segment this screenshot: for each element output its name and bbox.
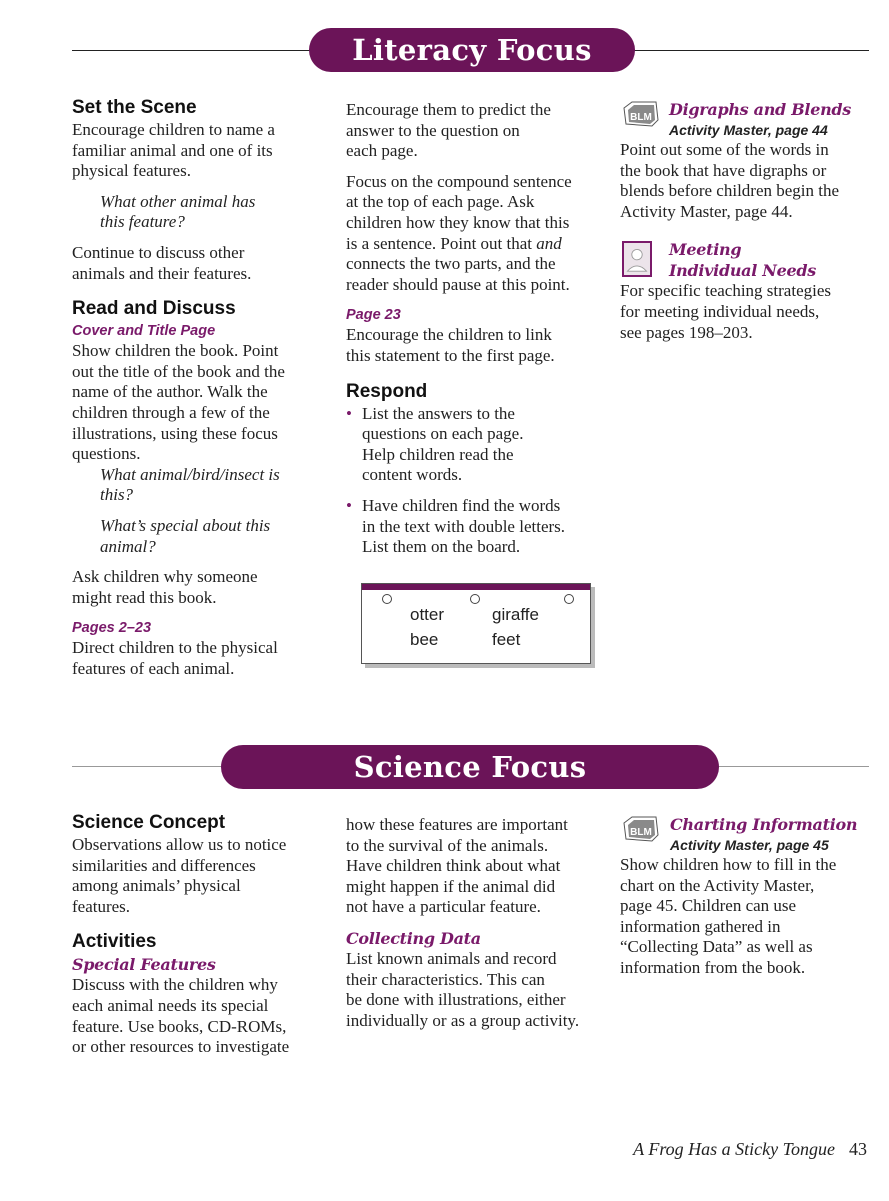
collecting-line: individually or as a group activity. bbox=[346, 1010, 580, 1030]
digraphs-line: the book that have digraphs or bbox=[620, 160, 827, 180]
page23-line: Encourage the children to link bbox=[346, 325, 552, 345]
science-rule-left bbox=[72, 766, 224, 767]
card-hole bbox=[564, 594, 574, 604]
bullet-line: Help children read the bbox=[362, 444, 514, 464]
digraphs-line: blends before children begin the bbox=[620, 181, 840, 201]
digraphs-line: Point out some of the words in bbox=[620, 140, 829, 159]
respond-bullet bbox=[346, 404, 591, 486]
read-and-discuss-heading: Read and Discuss bbox=[72, 298, 236, 320]
focus-question: What’s special about this bbox=[100, 515, 271, 535]
meeting-line: see pages 198–203. bbox=[620, 322, 753, 342]
charting-line: information from the book. bbox=[620, 957, 806, 977]
set-scene-line: physical features. bbox=[72, 161, 191, 181]
focus-line: Focus on the compound sentence bbox=[346, 171, 572, 191]
charting-line: page 45. Children can use bbox=[620, 896, 797, 916]
concept-line: Observations allow us to notice bbox=[72, 835, 287, 854]
blm-label: BLM bbox=[630, 112, 652, 123]
focus-question: What other animal has bbox=[100, 191, 256, 211]
digraphs-line: Activity Master, page 44. bbox=[620, 201, 793, 221]
cover-line: name of the author. Walk the bbox=[72, 382, 268, 402]
cover-line: Show children the book. Point bbox=[72, 341, 279, 361]
cover-line: children through a few of the bbox=[72, 402, 270, 422]
pages-line: features of each animal. bbox=[72, 658, 235, 678]
page-footer bbox=[633, 1139, 867, 1160]
special-line: or other resources to investigate bbox=[72, 1037, 290, 1057]
respond-heading: Respond bbox=[346, 380, 428, 402]
page-number: 43 bbox=[849, 1139, 867, 1159]
blm-label: BLM bbox=[630, 827, 652, 838]
bullet-line: Have children find the words bbox=[362, 495, 561, 515]
predict-line: each page. bbox=[346, 141, 418, 161]
how-line: how these features are important bbox=[346, 815, 568, 834]
predict-line: Encourage them to predict the bbox=[346, 100, 551, 119]
pages-subheading: Pages 2–23 bbox=[72, 620, 152, 637]
individual-needs-icon bbox=[622, 241, 652, 277]
charting-subtitle: Activity Master, page 45 bbox=[670, 837, 829, 853]
cover-line: out the title of the book and the bbox=[72, 361, 285, 381]
focus-question: this feature? bbox=[100, 212, 185, 232]
book-title: A Frog Has a Sticky Tongue bbox=[633, 1139, 835, 1159]
cover-line: illustrations, using these focus bbox=[72, 423, 278, 443]
charting-line: chart on the Activity Master, bbox=[620, 875, 815, 895]
set-scene-line: familiar animal and one of its bbox=[72, 140, 273, 160]
word-card bbox=[361, 583, 591, 664]
card-top-bar bbox=[362, 584, 590, 590]
charting-title: Charting Information bbox=[670, 815, 858, 834]
cover-title-subheading: Cover and Title Page bbox=[72, 323, 216, 340]
meeting-line: For specific teaching strategies bbox=[620, 281, 832, 301]
bullet-line: content words. bbox=[362, 465, 463, 485]
cover-line: questions. bbox=[72, 444, 141, 464]
concept-line: features. bbox=[72, 896, 131, 916]
meeting-title: Individual Needs bbox=[669, 261, 816, 281]
activities-heading: Activities bbox=[72, 931, 157, 953]
bullet-line: questions on each page. bbox=[362, 424, 524, 444]
predict-line: answer to the question on bbox=[346, 120, 520, 140]
card-word: feet bbox=[492, 630, 521, 649]
respond-list bbox=[346, 404, 591, 558]
concept-line: similarities and differences bbox=[72, 855, 256, 875]
pages-line: Direct children to the physical bbox=[72, 638, 278, 658]
how-line: Have children think about what bbox=[346, 856, 561, 876]
charting-line: “Collecting Data” as well as bbox=[620, 937, 813, 957]
special-line: feature. Use books, CD-ROMs, bbox=[72, 1016, 287, 1036]
special-line: Discuss with the children why bbox=[72, 975, 278, 995]
science-column-2 bbox=[346, 815, 591, 1031]
card-hole bbox=[382, 594, 392, 604]
collecting-line: be done with illustrations, either bbox=[346, 990, 566, 1010]
science-rule-right bbox=[716, 766, 869, 767]
focus-question: this? bbox=[100, 485, 134, 505]
set-scene-line: Encourage children to name a bbox=[72, 120, 275, 139]
literacy-column-1 bbox=[72, 97, 317, 679]
bullet-line: List them on the board. bbox=[362, 537, 521, 557]
collecting-data-subheading: Collecting Data bbox=[346, 928, 481, 948]
digraphs-subtitle: Activity Master, page 44 bbox=[669, 122, 828, 138]
focus-line: connects the two parts, and the bbox=[346, 254, 556, 274]
science-column-3 bbox=[620, 814, 870, 979]
literacy-rule-right bbox=[632, 50, 869, 51]
focus-line: reader should pause at this point. bbox=[346, 274, 570, 294]
bullet-line: List the answers to the bbox=[362, 403, 515, 423]
card-word: otter bbox=[410, 605, 445, 624]
collecting-line: their characteristics. This can bbox=[346, 969, 545, 989]
science-column-1 bbox=[72, 812, 317, 1058]
ask-line: Ask children why someone bbox=[72, 567, 258, 587]
focus-line bbox=[346, 234, 591, 255]
set-the-scene-heading: Set the Scene bbox=[72, 97, 197, 118]
science-concept-heading: Science Concept bbox=[72, 812, 226, 833]
focus-line-text: is a sentence. Point out that bbox=[346, 233, 533, 253]
focus-question: animal? bbox=[100, 536, 156, 556]
continue-line: Continue to discuss other bbox=[72, 242, 245, 262]
bullet-line: in the text with double letters. bbox=[362, 516, 566, 536]
literacy-focus-banner: Literacy Focus bbox=[309, 28, 635, 72]
page23-line: this statement to the first page. bbox=[346, 345, 555, 365]
digraphs-title: Digraphs and Blends bbox=[669, 100, 852, 119]
card-word: bee bbox=[410, 630, 439, 649]
how-line: might happen if the animal did bbox=[346, 876, 556, 896]
literacy-rule-left bbox=[72, 50, 312, 51]
page23-subheading: Page 23 bbox=[346, 307, 401, 324]
meeting-title: Meeting bbox=[669, 240, 742, 260]
science-focus-banner: Science Focus bbox=[221, 745, 719, 789]
literacy-column-3 bbox=[620, 99, 870, 343]
focus-question: What animal/bird/insect is bbox=[100, 464, 280, 484]
meeting-line: for meeting individual needs, bbox=[620, 301, 820, 321]
and-word: and bbox=[536, 233, 562, 253]
card-hole bbox=[470, 594, 480, 604]
how-line: to the survival of the animals. bbox=[346, 835, 549, 855]
focus-line: children how they know that this bbox=[346, 212, 570, 232]
how-line: not have a particular feature. bbox=[346, 897, 541, 917]
respond-bullet bbox=[346, 496, 591, 558]
literacy-column-2 bbox=[346, 100, 591, 568]
collecting-line: List known animals and record bbox=[346, 948, 557, 968]
special-line: each animal needs its special bbox=[72, 995, 269, 1015]
charting-line: information gathered in bbox=[620, 916, 781, 936]
card-word: giraffe bbox=[492, 605, 539, 624]
special-features-subheading: Special Features bbox=[72, 955, 216, 975]
focus-line: at the top of each page. Ask bbox=[346, 192, 535, 212]
continue-line: animals and their features. bbox=[72, 263, 252, 283]
charting-line: Show children how to fill in the bbox=[620, 855, 837, 874]
ask-line: might read this book. bbox=[72, 587, 217, 607]
concept-line: among animals’ physical bbox=[72, 876, 241, 896]
